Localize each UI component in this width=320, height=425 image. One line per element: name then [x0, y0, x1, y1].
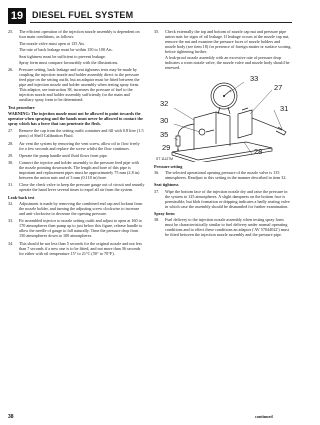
item-36	[154, 171, 292, 181]
item-text: Adjustment is made by removing the combined end cap and locknut from the nozzle holder, and turning the adjusting screw clockwise to increase and anti-clockwise to decrease the opening pressure.	[19, 201, 143, 217]
item-number: 29.	[8, 152, 14, 158]
item-text: Connect the injector and holder assembly to the pressure feed pipe with the nozzle pointing downwards. The length and bore of this pipe is important and replacement pipes must be approximately 75 mm (2.8 in) between the union nuts and of 3 mm (0.118 in) bore.	[19, 160, 140, 181]
item-paragraph: The rate of back leakage must be within 150 to 100 Ats.	[19, 47, 113, 53]
item-text: Wipe the bottom face of the injection nozzle dry and raise the pressure in the system to 125 atmospheres. A slight dampness on the bottom face is permissible, but blob formation or dripping indicates a badly seating valve in which case the assembly should be dismantled for further examination.	[165, 188, 290, 209]
callout-label: 27	[274, 82, 283, 92]
item-37	[154, 190, 292, 210]
pressure-setting-heading: Pressure setting	[154, 163, 183, 169]
item-26	[8, 68, 145, 103]
figure-code: ST 11127M	[156, 156, 173, 161]
item-paragraph: The nozzle valve must open at 135 Ats.	[19, 40, 86, 46]
callout-label: 32	[160, 98, 169, 108]
section-title: DIESEL FUEL SYSTEM	[32, 10, 134, 20]
item-text: This should be not less than 5 seconds for the original nozzle and not less than 7 seconds if a new one is to be fitted, and not more than 36 seconds for either with oil temperature 15° to 21°C (50° to 70°F).	[19, 240, 143, 256]
item-text: Pressure setting, back leakage and seat tightness tests may be made by coupling the injection nozzle and holder assembly direct to the pressure feed pipe on the setting outfit, but an adaptor must be fitted between the pipe and injection nozzle and holder assembly when testing spray form. This adaptor, see instruction 38, increases the pressure of fuel to the injection nozzle and holder assembly sufficiently for the main and auxiliary spray form to be determined.	[19, 67, 140, 103]
item-28	[8, 142, 145, 152]
item-text: The efficient operation of the injection nozzle assembly is dependent on four main conditions, as follows:	[19, 29, 140, 39]
item-number: 26.	[8, 67, 14, 73]
item-paragraph: Seat tightness must be sufficient to prevent leakage.	[19, 53, 106, 59]
item-27	[8, 129, 145, 139]
test-procedure-heading: Test procedure	[8, 104, 35, 110]
item-text: Check externally the top and bottom of nozzle cap nut and pressure pipe union nuts for signs of oil leakage. If leakage occurs at the nozzle cap nut, remove the nut and examine the pressure faces of nozzle holders and nozzle body (see item 18) for presence of foreign matter or surface scoring, before tightening further.	[165, 29, 292, 54]
item-paragraph: A leak-proof nozzle assembly with an excessive rate of pressure drop indicates a worn nozzle valve, the nozzle valve and nozzle body should be renewed.	[165, 55, 290, 71]
callout-label: 30	[160, 115, 169, 125]
item-25	[8, 30, 145, 66]
item-text: The selected operational opening pressure of the nozzle valve is 135 atmospheres. Readjust to this setting in the manner described in item 32.	[165, 170, 287, 181]
item-number: 34.	[8, 240, 14, 246]
item-number: 32.	[8, 201, 14, 207]
item-number: 30.	[8, 160, 14, 166]
callout-label: 28	[254, 146, 263, 156]
nozzle-setting-outfit-illustration	[154, 74, 292, 162]
item-number: 28.	[8, 140, 14, 146]
outfit-drawing	[154, 74, 292, 162]
callout-label: 29	[162, 142, 171, 152]
item-35	[154, 30, 292, 71]
right-column	[154, 30, 292, 241]
seat-tightness-heading: Seat tightness	[154, 182, 179, 188]
page-header	[8, 7, 292, 25]
item-text: Operate the pump handle until fluid flows from pipe.	[19, 152, 108, 158]
item-number: 35.	[154, 29, 160, 34]
page-number: 38	[8, 414, 14, 420]
item-text: Fuel delivery to the injection nozzle assembly when testing spray form must be characteristically similar to fuel delivery under normal operating conditions and to effect these conditions an adaptor ('AV 57044022') must be fitted between the injection nozzle assembly and the pressure pipe.	[165, 217, 289, 238]
item-number: 38.	[154, 217, 160, 223]
item-31	[8, 183, 145, 193]
item-34	[8, 242, 145, 257]
item-text: Close the check valve to keep the pressure gauge out of circuit and smartly operate the hand lever several times to expel all air from the system.	[19, 182, 145, 193]
item-number: 36.	[154, 170, 160, 176]
callout-label: 35	[160, 129, 169, 139]
leak-back-heading: Leak-back test	[8, 194, 35, 200]
warning-text: WARNING: The injection nozzle must not be allowed to point towards the operator when spraying and the hands must never be allowed to contact the spray which has a force that can penetrate the flesh.	[8, 111, 144, 126]
item-30	[8, 161, 145, 181]
item-number: 33.	[8, 218, 14, 224]
header-rule	[30, 22, 292, 23]
item-38	[154, 218, 292, 238]
item-number: 27.	[8, 128, 14, 134]
item-text: Fit assembled injector to nozzle setting outfit and adjust to open at 160 to 170 atmospheres then pump up to just below this figure, release handle to allow the needle of gauge to fall naturally. Time the pressure drop from 150 atmospheres down to 100 atmospheres.	[19, 218, 143, 239]
callout-label: 31	[280, 103, 289, 113]
item-32	[8, 202, 145, 217]
section-number-box: 19	[8, 8, 26, 24]
item-text: Remove the cap from the setting outfit container and fill with 0.8 litre (1.5 pints) of Shell Calibration Fluid.	[19, 128, 144, 139]
item-33	[8, 219, 145, 239]
spray-form-heading: Spray form	[154, 211, 175, 217]
item-number: 25.	[8, 29, 14, 34]
item-text: Air vent the system by removing the vent screw, allow oil to flow freely for a few seconds and replace the screw whilst the flow continues.	[19, 140, 140, 151]
callout-label: 33	[250, 73, 259, 83]
item-number: 37.	[154, 188, 160, 194]
left-column	[8, 30, 145, 259]
item-29	[8, 154, 145, 159]
continued-marker: continued	[255, 414, 273, 419]
item-paragraph: Spray form must compare favourably with the illustrations.	[19, 60, 119, 66]
item-number: 31.	[8, 182, 14, 188]
